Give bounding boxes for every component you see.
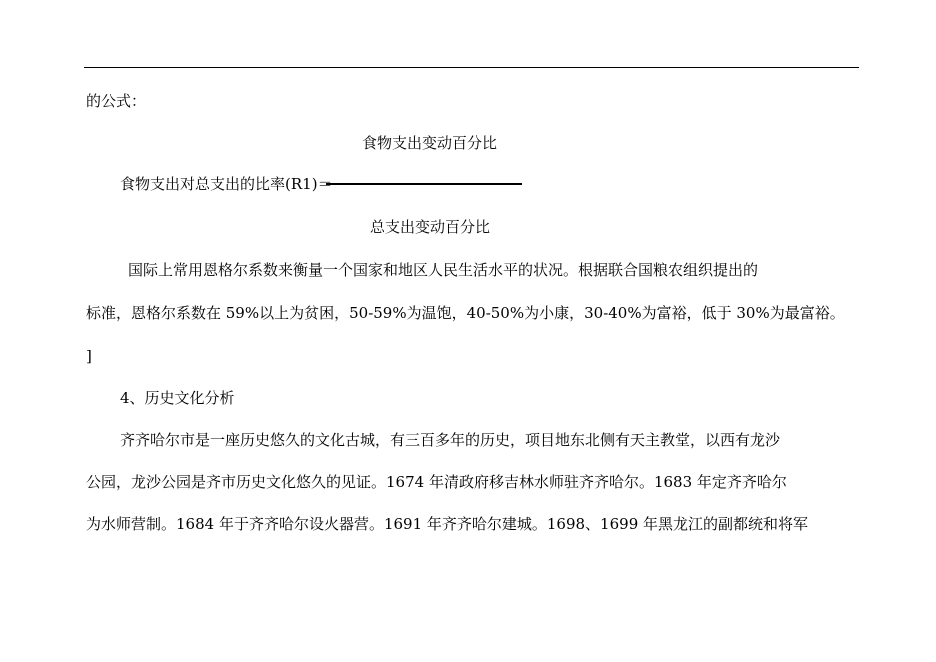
formula-label: 食物支出对总支出的比率(R1)＝: [120, 175, 333, 193]
paragraph-line: 公园，龙沙公园是齐市历史文化悠久的见证。1674 年清政府移吉林水师驻齐齐哈尔。1683 年定齐齐哈尔: [86, 473, 787, 491]
formula-numerator: 食物支出变动百分比: [362, 134, 498, 152]
text-line: 的公式：: [86, 92, 147, 110]
header-rule: [84, 67, 859, 68]
paragraph-line: 国际上常用恩格尔系数来衡量一个国家和地区人民生活水平的状况。根据联合国粮农组织提出的: [128, 261, 759, 279]
formula-denominator: 总支出变动百分比: [370, 218, 491, 236]
formula-fraction-bar: [326, 183, 522, 185]
paragraph-line: 为水师营制。1684 年于齐齐哈尔设火器营。1691 年齐齐哈尔建城。1698、1699 年黑龙江的副都统和将军: [86, 515, 809, 533]
section-heading: 4、历史文化分析: [120, 389, 235, 407]
paragraph-line: 标准，恩格尔系数在 59%以上为贫困，50-59%为温饱，40-50%为小康，30-40%为富裕，低于 30%为最富裕。: [86, 304, 845, 322]
paragraph-line: ]: [86, 347, 92, 365]
paragraph-line: 齐齐哈尔市是一座历史悠久的文化古城，有三百多年的历史，项目地东北侧有天主教堂，以西有龙沙: [120, 431, 781, 449]
